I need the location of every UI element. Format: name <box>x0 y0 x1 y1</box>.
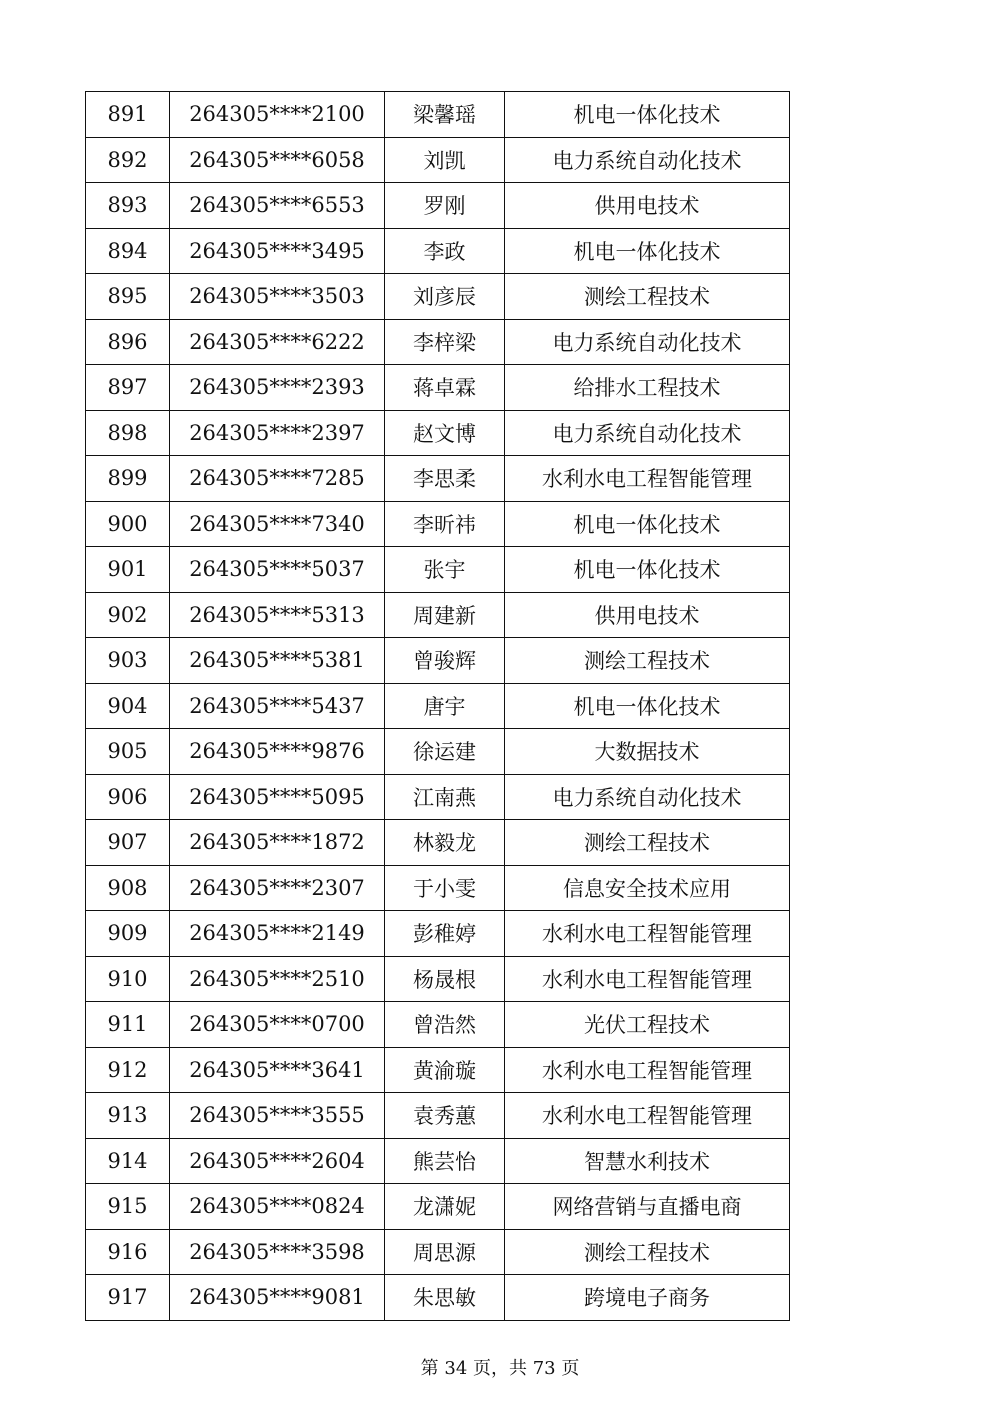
id-number-cell: 264305****2149 <box>170 911 385 957</box>
row-number-cell: 906 <box>86 774 170 820</box>
id-number-cell: 264305****5037 <box>170 547 385 593</box>
id-number-cell: 264305****5313 <box>170 592 385 638</box>
major-cell: 测绘工程技术 <box>505 1229 790 1275</box>
id-number-cell: 264305****3503 <box>170 274 385 320</box>
id-number-cell: 264305****2307 <box>170 865 385 911</box>
table-row <box>86 274 790 320</box>
row-number-cell: 917 <box>86 1275 170 1321</box>
major-cell: 水利水电工程智能管理 <box>505 456 790 502</box>
table-row <box>86 1047 790 1093</box>
table-row <box>86 1138 790 1184</box>
table-row <box>86 865 790 911</box>
major-cell: 水利水电工程智能管理 <box>505 1093 790 1139</box>
major-cell: 跨境电子商务 <box>505 1275 790 1321</box>
table-row <box>86 1002 790 1048</box>
student-name-cell: 彭稚婷 <box>385 911 505 957</box>
row-number-cell: 896 <box>86 319 170 365</box>
id-number-cell: 264305****6058 <box>170 137 385 183</box>
page-footer: 第 34 页，共 73 页 <box>420 1358 580 1379</box>
row-number-cell: 894 <box>86 228 170 274</box>
table-row <box>86 911 790 957</box>
id-number-cell: 264305****9081 <box>170 1275 385 1321</box>
student-name-cell: 杨晟根 <box>385 956 505 1002</box>
id-number-cell: 264305****0700 <box>170 1002 385 1048</box>
student-name-cell: 刘凯 <box>385 137 505 183</box>
id-number-cell: 264305****2100 <box>170 92 385 138</box>
row-number-cell: 911 <box>86 1002 170 1048</box>
row-number-cell: 897 <box>86 365 170 411</box>
id-number-cell: 264305****7285 <box>170 456 385 502</box>
id-number-cell: 264305****2393 <box>170 365 385 411</box>
row-number-cell: 912 <box>86 1047 170 1093</box>
table-row <box>86 137 790 183</box>
student-name-cell: 黄渝璇 <box>385 1047 505 1093</box>
id-number-cell: 264305****2604 <box>170 1138 385 1184</box>
table-row <box>86 729 790 775</box>
major-cell: 大数据技术 <box>505 729 790 775</box>
student-name-cell: 袁秀蕙 <box>385 1093 505 1139</box>
major-cell: 测绘工程技术 <box>505 820 790 866</box>
student-name-cell: 江南燕 <box>385 774 505 820</box>
table-row <box>86 547 790 593</box>
student-name-cell: 张宇 <box>385 547 505 593</box>
id-number-cell: 264305****0824 <box>170 1184 385 1230</box>
table-row <box>86 92 790 138</box>
major-cell: 测绘工程技术 <box>505 274 790 320</box>
table-row <box>86 228 790 274</box>
table-row <box>86 183 790 229</box>
student-name-cell: 唐宇 <box>385 683 505 729</box>
student-name-cell: 龙潇妮 <box>385 1184 505 1230</box>
major-cell: 智慧水利技术 <box>505 1138 790 1184</box>
major-cell: 机电一体化技术 <box>505 228 790 274</box>
table-row <box>86 365 790 411</box>
major-cell: 信息安全技术应用 <box>505 865 790 911</box>
major-cell: 供用电技术 <box>505 592 790 638</box>
table-row <box>86 410 790 456</box>
row-number-cell: 913 <box>86 1093 170 1139</box>
student-name-cell: 徐运建 <box>385 729 505 775</box>
id-number-cell: 264305****6222 <box>170 319 385 365</box>
student-name-cell: 曾浩然 <box>385 1002 505 1048</box>
table-row <box>86 820 790 866</box>
major-cell: 水利水电工程智能管理 <box>505 956 790 1002</box>
student-name-cell: 李政 <box>385 228 505 274</box>
id-number-cell: 264305****1872 <box>170 820 385 866</box>
id-number-cell: 264305****5437 <box>170 683 385 729</box>
major-cell: 电力系统自动化技术 <box>505 410 790 456</box>
row-number-cell: 902 <box>86 592 170 638</box>
row-number-cell: 910 <box>86 956 170 1002</box>
id-number-cell: 264305****3598 <box>170 1229 385 1275</box>
row-number-cell: 891 <box>86 92 170 138</box>
major-cell: 电力系统自动化技术 <box>505 319 790 365</box>
table-row <box>86 1229 790 1275</box>
row-number-cell: 898 <box>86 410 170 456</box>
row-number-cell: 895 <box>86 274 170 320</box>
row-number-cell: 903 <box>86 638 170 684</box>
row-number-cell: 914 <box>86 1138 170 1184</box>
row-number-cell: 905 <box>86 729 170 775</box>
roster-table <box>85 91 790 1321</box>
table-row <box>86 683 790 729</box>
id-number-cell: 264305****3495 <box>170 228 385 274</box>
major-cell: 供用电技术 <box>505 183 790 229</box>
student-name-cell: 周思源 <box>385 1229 505 1275</box>
table-row <box>86 774 790 820</box>
row-number-cell: 899 <box>86 456 170 502</box>
student-name-cell: 赵文博 <box>385 410 505 456</box>
id-number-cell: 264305****9876 <box>170 729 385 775</box>
table-row <box>86 1093 790 1139</box>
major-cell: 给排水工程技术 <box>505 365 790 411</box>
row-number-cell: 907 <box>86 820 170 866</box>
major-cell: 机电一体化技术 <box>505 547 790 593</box>
student-name-cell: 林毅龙 <box>385 820 505 866</box>
student-name-cell: 李梓梁 <box>385 319 505 365</box>
table-row <box>86 1275 790 1321</box>
id-number-cell: 264305****7340 <box>170 501 385 547</box>
id-number-cell: 264305****6553 <box>170 183 385 229</box>
id-number-cell: 264305****2510 <box>170 956 385 1002</box>
row-number-cell: 892 <box>86 137 170 183</box>
student-name-cell: 于小雯 <box>385 865 505 911</box>
row-number-cell: 893 <box>86 183 170 229</box>
table-row <box>86 1184 790 1230</box>
row-number-cell: 908 <box>86 865 170 911</box>
row-number-cell: 901 <box>86 547 170 593</box>
major-cell: 光伏工程技术 <box>505 1002 790 1048</box>
id-number-cell: 264305****3641 <box>170 1047 385 1093</box>
id-number-cell: 264305****5381 <box>170 638 385 684</box>
student-name-cell: 刘彦辰 <box>385 274 505 320</box>
major-cell: 电力系统自动化技术 <box>505 774 790 820</box>
row-number-cell: 904 <box>86 683 170 729</box>
student-name-cell: 梁馨瑶 <box>385 92 505 138</box>
row-number-cell: 916 <box>86 1229 170 1275</box>
student-name-cell: 罗刚 <box>385 183 505 229</box>
table-row <box>86 638 790 684</box>
student-name-cell: 熊芸怡 <box>385 1138 505 1184</box>
id-number-cell: 264305****3555 <box>170 1093 385 1139</box>
major-cell: 测绘工程技术 <box>505 638 790 684</box>
table-row <box>86 501 790 547</box>
table-row <box>86 456 790 502</box>
major-cell: 网络营销与直播电商 <box>505 1184 790 1230</box>
row-number-cell: 900 <box>86 501 170 547</box>
student-name-cell: 蒋卓霖 <box>385 365 505 411</box>
major-cell: 电力系统自动化技术 <box>505 137 790 183</box>
id-number-cell: 264305****2397 <box>170 410 385 456</box>
roster-table-body <box>86 92 790 1321</box>
id-number-cell: 264305****5095 <box>170 774 385 820</box>
major-cell: 水利水电工程智能管理 <box>505 1047 790 1093</box>
major-cell: 机电一体化技术 <box>505 92 790 138</box>
student-name-cell: 李思柔 <box>385 456 505 502</box>
row-number-cell: 915 <box>86 1184 170 1230</box>
table-row <box>86 592 790 638</box>
student-name-cell: 曾骏辉 <box>385 638 505 684</box>
major-cell: 机电一体化技术 <box>505 501 790 547</box>
table-row <box>86 956 790 1002</box>
student-name-cell: 周建新 <box>385 592 505 638</box>
student-name-cell: 朱思敏 <box>385 1275 505 1321</box>
major-cell: 水利水电工程智能管理 <box>505 911 790 957</box>
table-row <box>86 319 790 365</box>
row-number-cell: 909 <box>86 911 170 957</box>
major-cell: 机电一体化技术 <box>505 683 790 729</box>
student-name-cell: 李昕祎 <box>385 501 505 547</box>
